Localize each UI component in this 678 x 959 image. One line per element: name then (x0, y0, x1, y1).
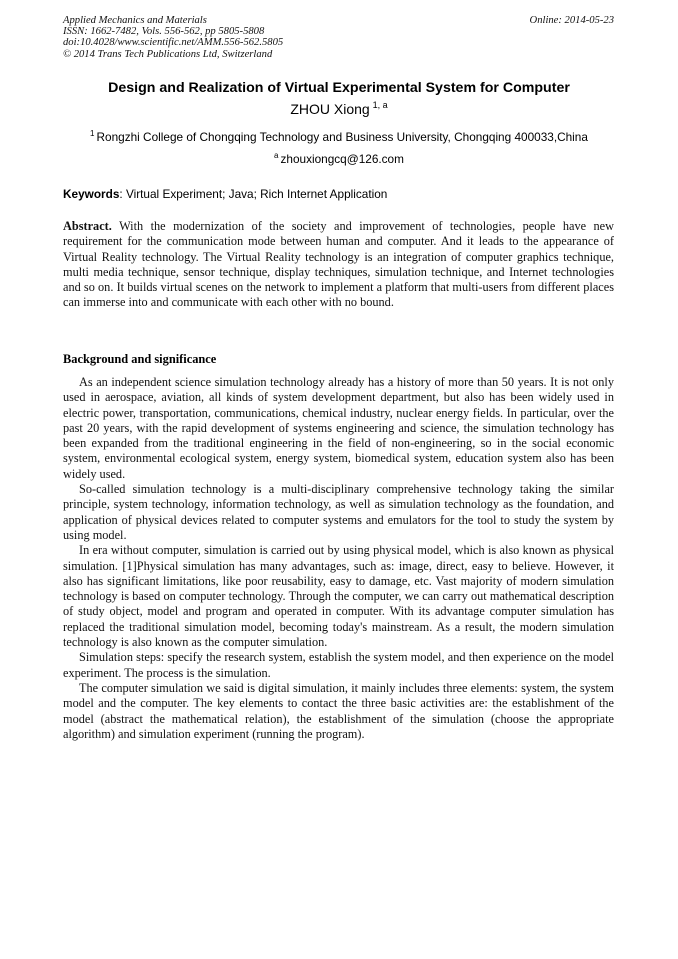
email-mark: a (274, 151, 279, 160)
paragraph: Simulation steps: specify the research system, establish the system model, and then experience on the model experiment. The process is the simulation. (63, 650, 614, 680)
email-text: zhouxiongcq@126.com (280, 152, 404, 166)
abstract-text: With the modernization of the society and improvement of technologies, people have new requirement for the communication mode between human and computer. And it leads to the appearance of Virtual Reality technology. The Virtual Reality technology is an integration of computer graphics technique, multi media technique, sensor technique, display techniques, simulation technique, and Internet technologies and so on. It builds virtual scenes on the network to implement a platform that multi-users from different places can immerse into and communicate with each other with no bound. (63, 219, 614, 310)
running-header (63, 15, 283, 60)
paper-title: Design and Realization of Virtual Experimental System for Computer (108, 80, 570, 96)
paragraph: As an independent science simulation technology already has a history of more than 50 years. It is not only used in aerospace, aviation, all kinds of system development department, but also has been widely used in electric power, transportation, communications, chemical industry, nuclear energy fields. In particular, over the past 20 years, with the rapid development of systems engineering and science, the simulation technology has been expanded from the traditional engineering in the field of non-engineering, so in the social economic system, environmental ecological system, energy system, biomedical system, education system also has been widely used. (63, 375, 614, 481)
keywords-label: Keywords (63, 187, 120, 201)
issn-line: ISSN: 1662-7482, Vols. 556-562, pp 5805-5808 (63, 26, 265, 38)
abstract-label: Abstract. (63, 219, 112, 233)
affiliation (0, 130, 678, 144)
affiliation-text: Rongzhi College of Chongqing Technology and Business University, Chongqing 400033,China (96, 130, 588, 144)
section-heading: Background and significance (63, 352, 217, 366)
keywords-text: : Virtual Experiment; Java; Rich Internet Application (119, 187, 388, 201)
keywords (63, 187, 387, 201)
online-date: Online: 2014-05-23 (529, 15, 614, 26)
doi-line: doi:10.4028/www.scientific.net/AMM.556-562.5805 (63, 37, 284, 49)
paragraph: The computer simulation we said is digital simulation, it mainly includes three elements: system, the system model and the computer. The key elements to contact the three basic activities are: the establishment of the model (abstract the mathematical relation), the establishment of the simulation (choose the appropriate algorithm) and simulation experiment (running the program). (63, 680, 614, 741)
paragraph: In era without computer, simulation is carried out by using physical model, which is also known as physical simulation. [1]Physical simulation has many advantages, such as: image, direct, easy to believe. However, it also has significant limitations, like poor reusability, easy to damage, etc. Vast majority of modern simulation technology is based on computer technology. Through the computer, we can carry out mathematical description of study object, model and program and operated in computer. With its advantage computer simulation has replaced the traditional simulation model, becoming today's mainstream. As a result, the modern simulation technology is also known as the computer simulation. (63, 543, 614, 650)
copyright-line: © 2014 Trans Tech Publications Ltd, Switzerland (63, 48, 273, 60)
journal-name: Applied Mechanics and Materials (63, 15, 207, 26)
affiliation-mark: 1 (90, 129, 95, 138)
author-marks: 1, a (372, 100, 388, 110)
abstract (63, 219, 614, 311)
author-name: ZHOU Xiong (290, 101, 370, 117)
paragraph: So-called simulation technology is a multi-disciplinary comprehensive technology taking the similar principle, system technology, information technology, as well as simulation technology as the foundation, and application of physical devices related to computer systems and emulators for the tool to study the system by using model. (63, 482, 614, 542)
author-line (0, 101, 678, 117)
section-body (63, 375, 614, 742)
author-email (0, 152, 678, 166)
